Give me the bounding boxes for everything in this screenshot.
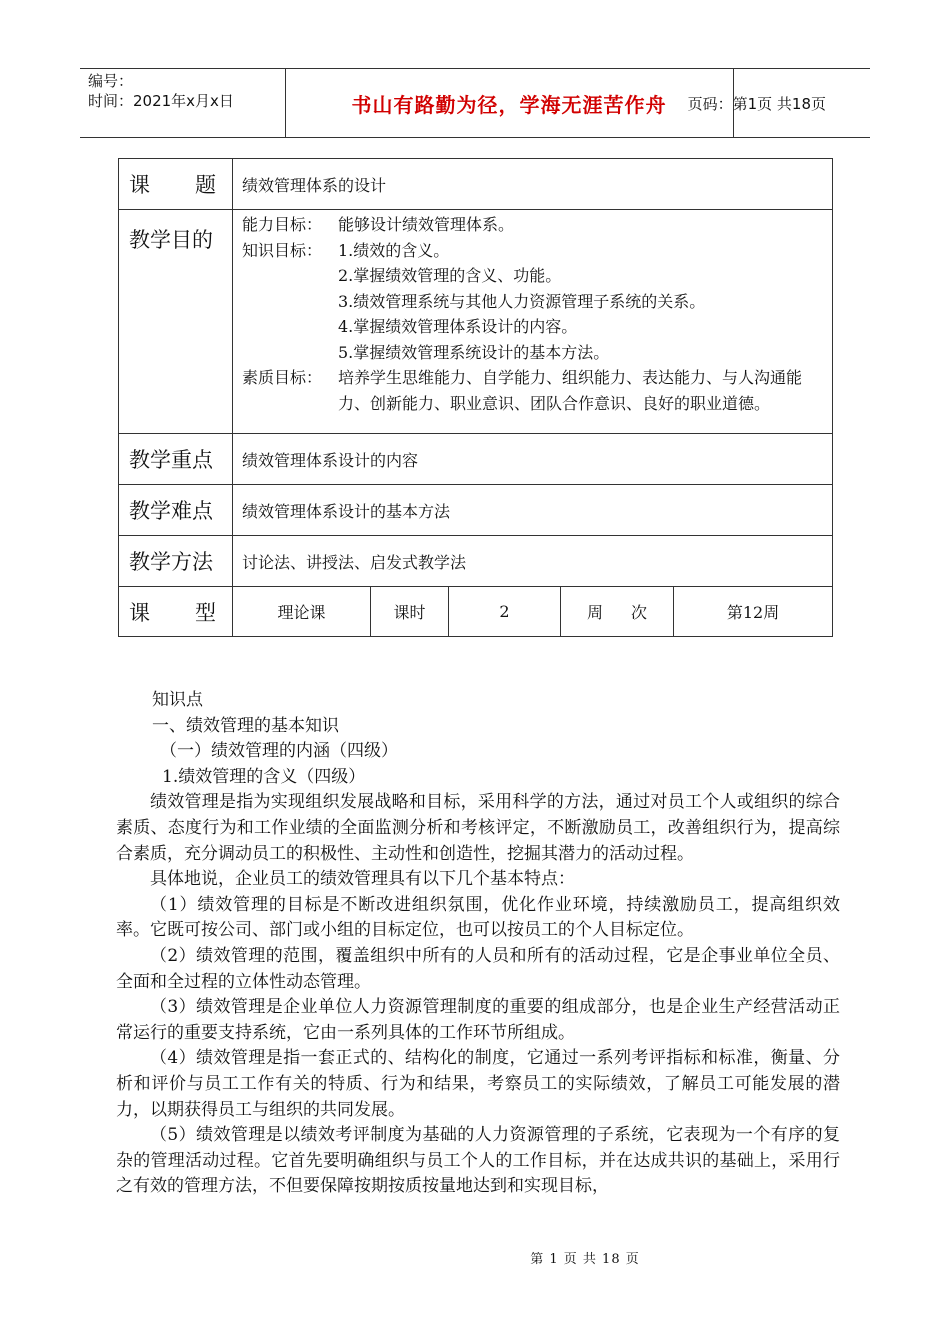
knowledge-goal: 知识目标： 1.绩效的含义。 (242, 240, 450, 260)
page-footer: 第 1 页 共 18 页 (530, 1252, 640, 1267)
week-value: 第12周 (674, 587, 833, 637)
key-point-value: 绩效管理体系设计的内容 (233, 434, 833, 485)
method-label: 教学方法 (119, 536, 233, 587)
header-page-info: 页码：第1页 共18页 (687, 95, 826, 113)
lesson-content (116, 688, 840, 1200)
difficulty-value: 绩效管理体系设计的基本方法 (233, 485, 833, 536)
week-label: 周 次 (561, 587, 674, 637)
ability-goal: 能力目标： 能够设计绩效管理体系。 (242, 215, 515, 234)
row-goals (119, 210, 833, 434)
topic-heading: 1.绩效管理的含义（四级） (162, 766, 366, 787)
paragraph: （4）绩效管理是指一套正式的、结构化的制度，它通过一系列考评指标和标准，衡量、分析和评价与员工工作有关的特质、行为和结果，考察员工的实际绩效，了解员工可能发展的潜力，以期获得员工与组织的共同发展。 (116, 1048, 840, 1120)
header-time: 时间：2021年x月x日 (88, 92, 234, 110)
topic-value: 绩效管理体系的设计 (233, 159, 833, 210)
row-difficulty (119, 485, 833, 536)
header-meta (88, 71, 284, 111)
paragraph: 绩效管理是指为实现组织发展战略和目标，采用科学的方法，通过对员工个人或组织的综合素质、态度行为和工作业绩的全面监测分析和考核评定，不断激励员工，改善组织行为，提高综合素质，充分调动员工的积极性、主动性和创造性，挖掘其潜力的活动过程。 (116, 792, 840, 864)
knowledge-item: 5.掌握绩效管理系统设计的基本方法。 (338, 342, 610, 362)
method-value: 讨论法、讲授法、启发式教学法 (233, 536, 833, 587)
goals-label: 教学目的 (119, 210, 233, 434)
difficulty-label: 教学难点 (119, 485, 233, 536)
paragraph: （2）绩效管理的范围，覆盖组织中所有的人员和所有的活动过程，它是企事业单位全员、全面和全过程的立体性动态管理。 (116, 945, 840, 992)
paragraph: 具体地说，企业员工的绩效管理具有以下几个基本特点： (150, 869, 575, 890)
section-label: 知识点 (152, 690, 203, 710)
quality-goal: 素质目标： 培养学生思维能力、自学能力、组织能力、表达能力、与人沟通能力、创新能力、职业意识、团队合作意识、良好的职业道德。 (242, 368, 803, 413)
knowledge-item: 2.掌握绩效管理的含义、功能。 (338, 266, 562, 285)
row-key-point (119, 434, 833, 485)
knowledge-item: 4.掌握绩效管理体系设计的内容。 (338, 317, 578, 336)
goals-content (233, 210, 833, 434)
header-motto: 书山有路勤为径，学海无涯苦作舟 (351, 92, 667, 117)
lesson-plan-table (118, 158, 833, 637)
hours-label: 课时 (371, 587, 449, 637)
section-heading: 一、绩效管理的基本知识 (152, 715, 339, 736)
row-topic (119, 159, 833, 210)
row-course-type (119, 587, 833, 637)
header-code: 编号： (88, 72, 134, 90)
hours-value: 2 (449, 587, 561, 637)
row-method (119, 536, 833, 587)
course-type-value: 理论课 (233, 587, 371, 637)
paragraph: （3）绩效管理是企业单位人力资源管理制度的重要的组成部分，也是企业生产经营活动正常运行的重要支持系统，它由一系列具体的工作环节所组成。 (116, 997, 840, 1043)
course-type-label: 课 型 (119, 587, 233, 637)
paragraph: （1）绩效管理的目标是不断改进组织氛围，优化作业环境，持续激励员工，提高组织效率。它既可按公司、部门或小组的目标定位，也可以按员工的个人目标定位。 (116, 894, 840, 941)
topic-label: 课 题 (119, 159, 233, 210)
subsection-heading: （一）绩效管理的内涵（四级） (160, 741, 398, 762)
page-header (80, 68, 870, 138)
paragraph: （5）绩效管理是以绩效考评制度为基础的人力资源管理的子系统，它表现为一个有序的复杂的管理活动过程。它首先要明确组织与员工个人的工作目标，并在达成共识的基础上，采用行之有效的管理方法，不但要保障按期按质按量地达到和实现目标， (116, 1125, 840, 1197)
key-point-label: 教学重点 (119, 434, 233, 485)
knowledge-item: 3.绩效管理系统与其他人力资源管理子系统的关系。 (338, 291, 706, 311)
